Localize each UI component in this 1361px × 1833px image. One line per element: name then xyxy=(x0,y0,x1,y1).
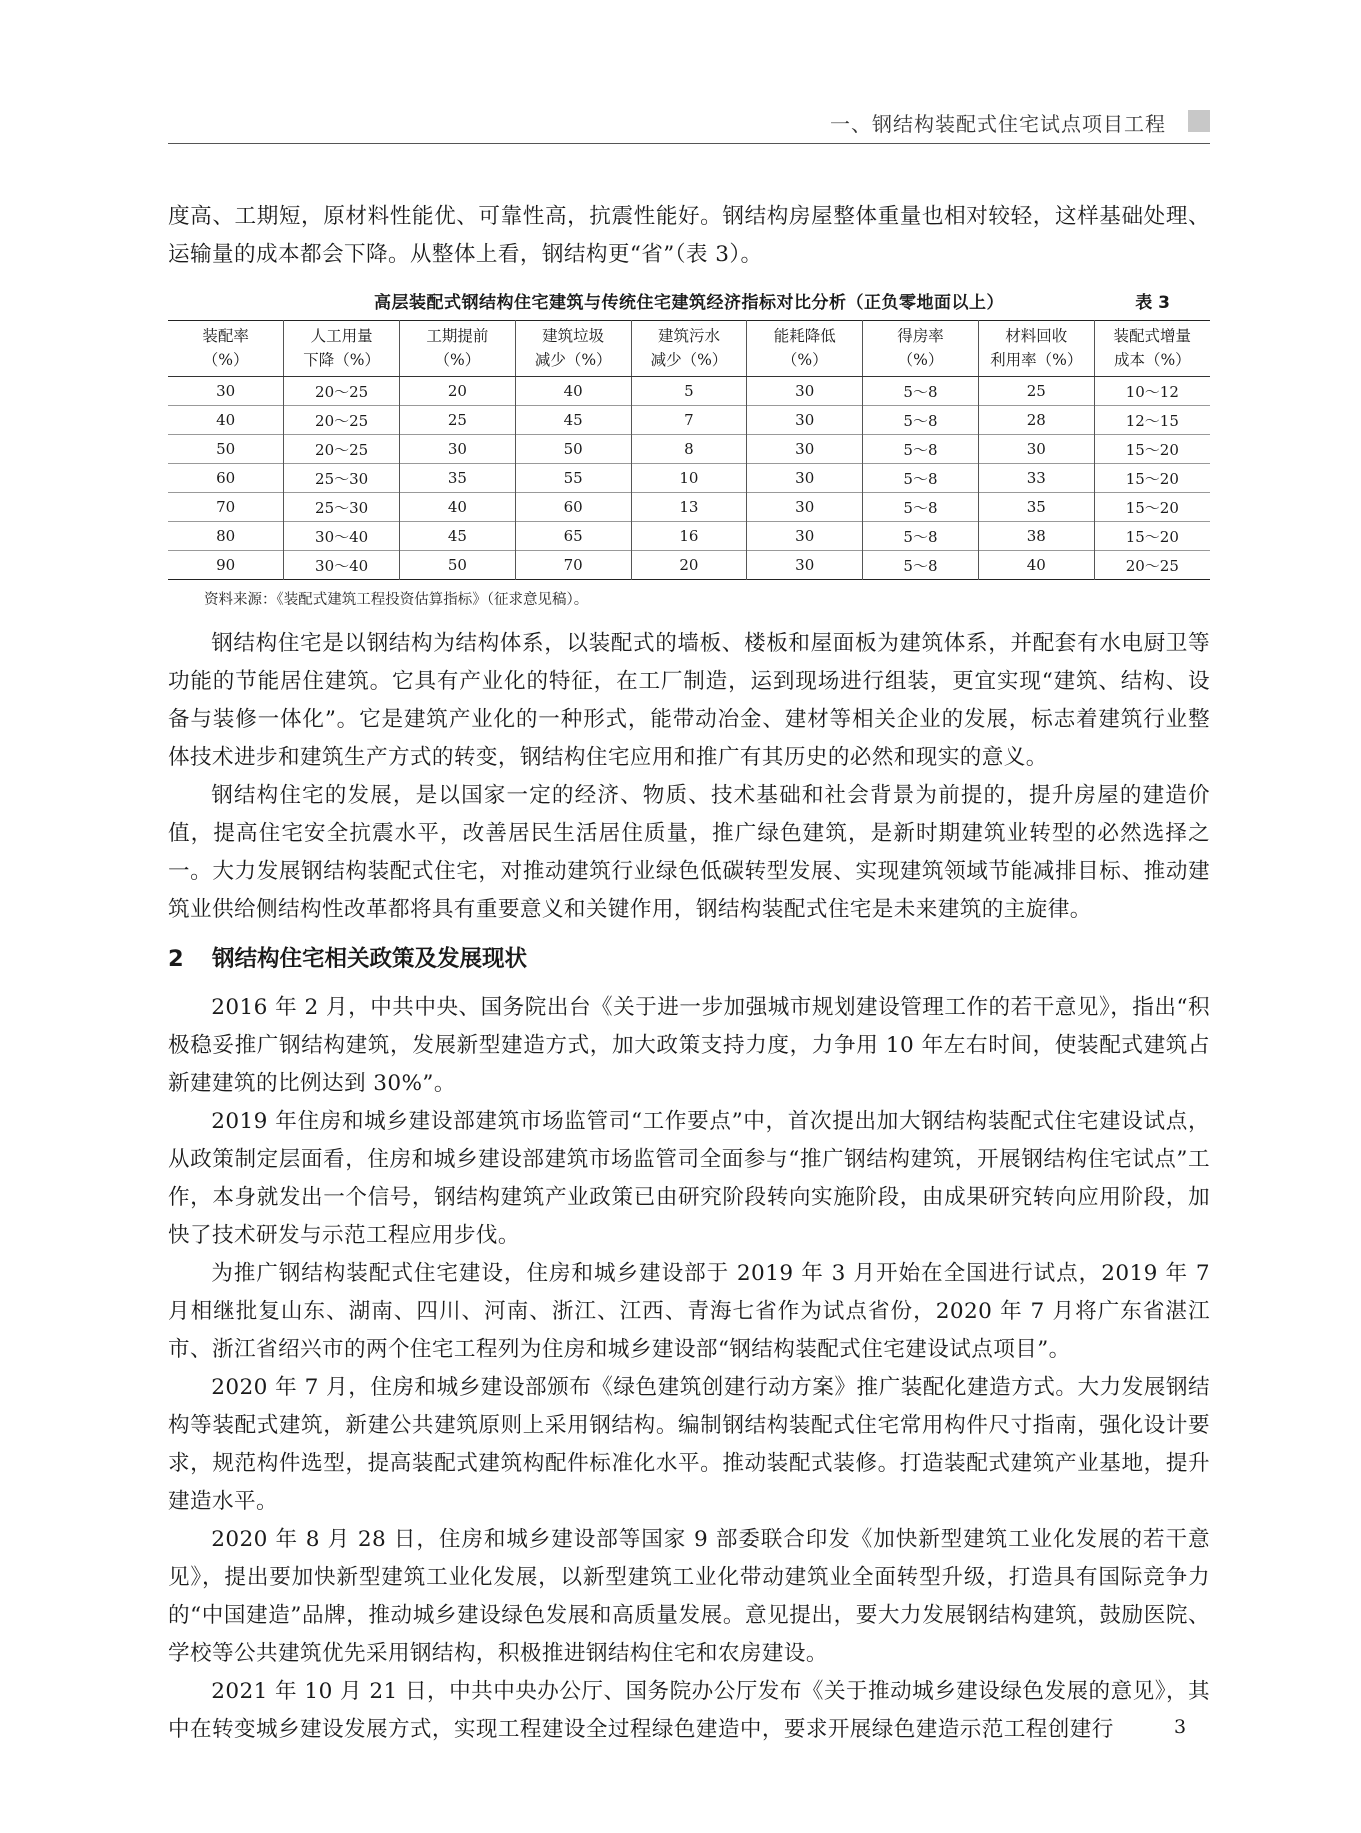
table-cell: 7 xyxy=(631,406,747,435)
table-cell: 5～8 xyxy=(863,522,979,551)
table-cell: 25 xyxy=(978,377,1094,406)
header-assembly-rate: 装配率 （%） xyxy=(168,321,284,377)
table-cell: 50 xyxy=(400,551,516,580)
table-cell: 30 xyxy=(747,464,863,493)
table-cell: 25～30 xyxy=(284,493,400,522)
table-cell: 5～8 xyxy=(863,551,979,580)
table-cell: 10 xyxy=(631,464,747,493)
body-paragraph: 钢结构住宅是以钢结构为结构体系，以装配式的墙板、楼板和屋面板为建筑体系，并配套有水电厨卫等功能的节能居住建筑。它具有产业化的特征，在工厂制造，运到现场进行组装，更宜实现“建筑、结构、设备与装修一体化”。它是建筑产业化的一种形式，能带动冶金、建材等相关企业的发展，标志着建筑行业整体技术进步和建筑生产方式的转变，钢结构住宅应用和推广有其历史的必然和现实的意义。 xyxy=(168,631,1210,770)
header-labor-reduction: 人工用量 下降（%） xyxy=(284,321,400,377)
table-cell: 30 xyxy=(747,406,863,435)
table-source-note: 资料来源：《装配式建筑工程投资估算指标》（征求意见稿）。 xyxy=(204,592,589,608)
header-waste-reduction: 建筑垃圾 减少（%） xyxy=(515,321,631,377)
table-cell: 35 xyxy=(400,464,516,493)
table-block xyxy=(168,288,1210,609)
table-body xyxy=(168,377,1210,580)
table-cell: 28 xyxy=(978,406,1094,435)
page-number: 3 xyxy=(1174,1716,1187,1738)
table-cell: 20 xyxy=(400,377,516,406)
table-cell: 38 xyxy=(978,522,1094,551)
intro-paragraph: 度高、工期短，原材料性能优、可靠性高，抗震性能好。钢结构房屋整体重量也相对较轻，这样基础处理、运输量的成本都会下降。从整体上看，钢结构更“省”（表 3）。 xyxy=(168,204,1210,267)
body-paragraph: 2019 年住房和城乡建设部建筑市场监管司“工作要点”中，首次提出加大钢结构装配式住宅建设试点，从政策制定层面看，住房和城乡建设部建筑市场监管司全面参与“推广钢结构建筑，开展钢结构住宅试点”工作，本身就发出一个信号，钢结构建筑产业政策已由研究阶段转向实施阶段，由成果研究转向应用阶段，加快了技术研发与示范工程应用步伐。 xyxy=(168,1109,1210,1248)
table-cell: 20～25 xyxy=(284,406,400,435)
header-sewage-reduction: 建筑污水 减少（%） xyxy=(631,321,747,377)
table-row xyxy=(168,493,1210,522)
table-title: 高层装配式钢结构住宅建筑与传统住宅建筑经济指标对比分析（正负零地面以上） xyxy=(374,293,1004,313)
body-paragraph: 钢结构住宅的发展，是以国家一定的经济、物质、技术基础和社会背景为前提的，提升房屋的建造价值，提高住宅安全抗震水平，改善居民生活居住质量，推广绿色建筑，是新时期建筑业转型的必然选择之一。大力发展钢结构装配式住宅，对推动建筑行业绿色低碳转型发展、实现建筑领域节能减排目标、推动建筑业供给侧结构性改革都将具有重要意义和关键作用，钢结构装配式住宅是未来建筑的主旋律。 xyxy=(168,783,1210,922)
table-cell: 35 xyxy=(978,493,1094,522)
table-cell: 20～25 xyxy=(1094,551,1210,580)
table-cell: 15～20 xyxy=(1094,493,1210,522)
table-cell: 25～30 xyxy=(284,464,400,493)
table-cell: 5～8 xyxy=(863,464,979,493)
running-head-square-decoration xyxy=(1188,110,1210,132)
table-cell: 12～15 xyxy=(1094,406,1210,435)
table-cell: 30 xyxy=(978,435,1094,464)
body-before-section xyxy=(168,625,1210,929)
table-cell: 70 xyxy=(168,493,284,522)
table-cell: 30 xyxy=(747,551,863,580)
body-after-section xyxy=(168,989,1210,1749)
table-number: 表 3 xyxy=(1135,293,1170,313)
table-cell: 5 xyxy=(631,377,747,406)
table-cell: 15～20 xyxy=(1094,522,1210,551)
table-cell: 16 xyxy=(631,522,747,551)
economic-indicator-table xyxy=(168,320,1210,580)
table-cell: 90 xyxy=(168,551,284,580)
table-cell: 30 xyxy=(747,435,863,464)
table-cell: 20～25 xyxy=(284,435,400,464)
table-cell: 45 xyxy=(400,522,516,551)
table-cell: 20 xyxy=(631,551,747,580)
section-number: 2 xyxy=(168,946,184,972)
table-cell: 40 xyxy=(515,377,631,406)
table-cell: 5～8 xyxy=(863,406,979,435)
table-cell: 65 xyxy=(515,522,631,551)
body-paragraph: 为推广钢结构装配式住宅建设，住房和城乡建设部于 2019 年 3 月开始在全国进行试点，2019 年 7 月相继批复山东、湖南、四川、河南、浙江、江西、青海七省作为试点省份，2020 年 7 月将广东省湛江市、浙江省绍兴市的两个住宅工程列为住房和城乡建设部“钢结构装配式住宅建设试点项目”。 xyxy=(168,1261,1210,1362)
running-head-text: 一、钢结构装配式住宅试点项目工程 xyxy=(830,112,1166,136)
table-cell: 30～40 xyxy=(284,551,400,580)
table-cell: 5～8 xyxy=(863,377,979,406)
table-cell: 30～40 xyxy=(284,522,400,551)
table-header-row xyxy=(168,321,1210,377)
header-energy-reduction: 能耗降低 （%） xyxy=(747,321,863,377)
header-schedule-advance: 工期提前 （%） xyxy=(400,321,516,377)
table-cell: 30 xyxy=(400,435,516,464)
table-row xyxy=(168,551,1210,580)
table-cell: 40 xyxy=(400,493,516,522)
table-cell: 25 xyxy=(400,406,516,435)
table-cell: 45 xyxy=(515,406,631,435)
body-paragraph: 2020 年 8 月 28 日，住房和城乡建设部等国家 9 部委联合印发《加快新型建筑工业化发展的若干意见》，提出要加快新型建筑工业化发展，以新型建筑工业化带动建筑业全面转型升级，打造具有国际竞争力的“中国建造”品牌，推动城乡建设绿色发展和高质量发展。意见提出，要大力发展钢结构建筑，鼓励医院、学校等公共建筑优先采用钢结构，积极推进钢结构住宅和农房建设。 xyxy=(168,1527,1210,1666)
body-paragraph: 2016 年 2 月，中共中央、国务院出台《关于进一步加强城市规划建设管理工作的若干意见》，指出“积极稳妥推广钢结构建筑，发展新型建造方式，加大政策支持力度，力争用 10 年左右时间，使装配式建筑占新建建筑的比例达到 30%”。 xyxy=(168,995,1210,1096)
table-cell: 70 xyxy=(515,551,631,580)
table-cell: 60 xyxy=(168,464,284,493)
header-usable-area-rate: 得房率 （%） xyxy=(863,321,979,377)
table-cell: 15～20 xyxy=(1094,435,1210,464)
table-cell: 40 xyxy=(168,406,284,435)
table-cell: 55 xyxy=(515,464,631,493)
table-cell: 50 xyxy=(515,435,631,464)
header-incremental-cost: 装配式增量 成本（%） xyxy=(1094,321,1210,377)
table-cell: 60 xyxy=(515,493,631,522)
body-paragraph: 2021 年 10 月 21 日，中共中央办公厅、国务院办公厅发布《关于推动城乡建设绿色发展的意见》，其中在转变城乡建设发展方式，实现工程建设全过程绿色建造中，要求开展绿色建造示范工程创建行 xyxy=(168,1679,1210,1742)
table-cell: 20～25 xyxy=(284,377,400,406)
body-paragraph: 2020 年 7 月，住房和城乡建设部颁布《绿色建筑创建行动方案》推广装配化建造方式。大力发展钢结构等装配式建筑，新建公共建筑原则上采用钢结构。编制钢结构装配式住宅常用构件尺寸指南，强化设计要求，规范构件选型，提高装配式建筑构配件标准化水平。推动装配式装修。打造装配式建筑产业基地，提升建造水平。 xyxy=(168,1375,1210,1514)
table-row xyxy=(168,522,1210,551)
page-content xyxy=(168,198,1210,1749)
table-cell: 33 xyxy=(978,464,1094,493)
header-material-recycling: 材料回收 利用率（%） xyxy=(978,321,1094,377)
table-cell: 50 xyxy=(168,435,284,464)
table-cell: 10～12 xyxy=(1094,377,1210,406)
table-cell: 5～8 xyxy=(863,435,979,464)
table-cell: 13 xyxy=(631,493,747,522)
table-caption xyxy=(168,288,1210,320)
table-cell: 8 xyxy=(631,435,747,464)
table-row xyxy=(168,464,1210,493)
table-cell: 80 xyxy=(168,522,284,551)
table-cell: 5～8 xyxy=(863,493,979,522)
running-head xyxy=(168,108,1210,144)
section-title: 钢结构住宅相关政策及发展现状 xyxy=(212,946,528,972)
table-cell: 30 xyxy=(747,493,863,522)
table-row xyxy=(168,435,1210,464)
table-cell: 15～20 xyxy=(1094,464,1210,493)
table-cell: 40 xyxy=(978,551,1094,580)
table-cell: 30 xyxy=(747,522,863,551)
table-cell: 30 xyxy=(747,377,863,406)
table-row xyxy=(168,406,1210,435)
section-heading xyxy=(168,939,1210,979)
table-cell: 30 xyxy=(216,382,236,400)
table-row xyxy=(168,377,1210,406)
